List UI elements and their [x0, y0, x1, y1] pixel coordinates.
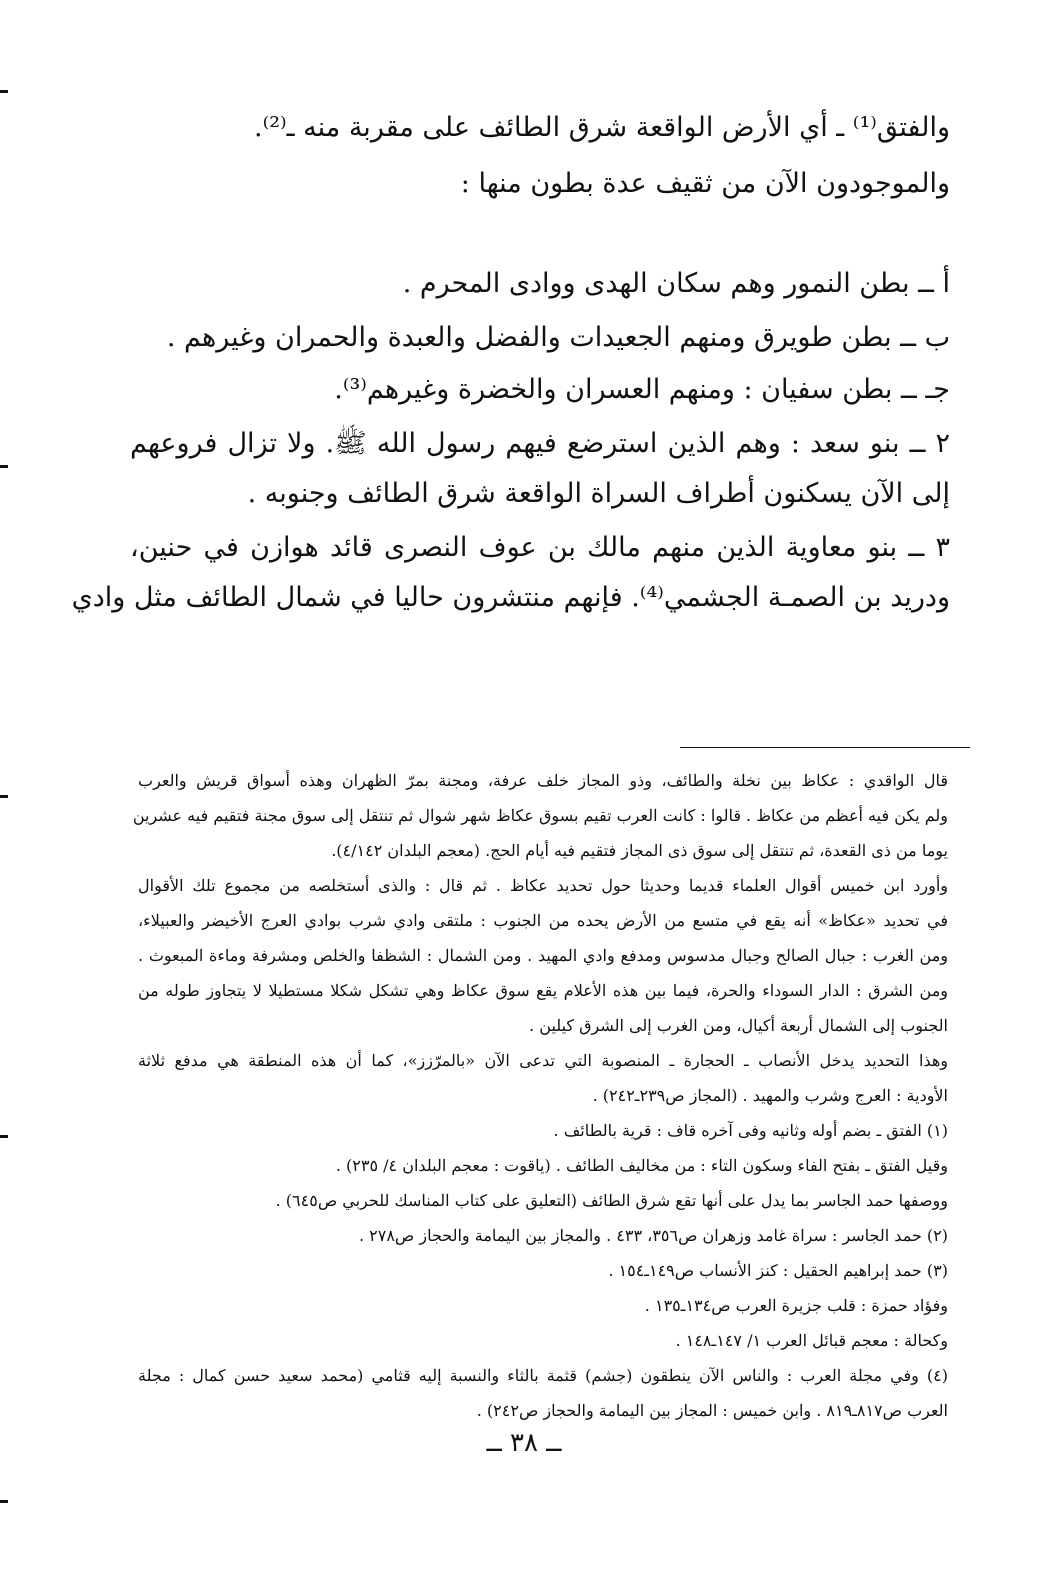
footnote-line: قال الواقدي : عكاظ بين نخلة والطائف، وذو المجاز خلف عرفة، ومجنة بمرّ الظهران وهذه أسواق قريش والعرب	[138, 771, 948, 790]
footnote-line: يوما من ذى القعدة، ثم تنتقل إلى سوق ذى المجاز فتقيم فيه أيام الحج. (معجم البلدان ٤/١٤٢).	[331, 841, 948, 860]
scan-edge-mark	[0, 90, 8, 93]
body-line: ٢ ــ بنو سعد : وهم الذين استرضع فيهم رسول الله ﷺ. ولا تزال فروعهم	[130, 428, 950, 459]
body-line: ودريد بن الصمـة الجشمي⁽⁴⁾. فإنهم منتشرون حاليا في شمال الطائف مثل وادي	[71, 582, 950, 613]
footnote-line: (٣) حمد إبراهيم الحقيل : كنز الأنساب ص١٤٩ـ١٥٤ .	[608, 1261, 948, 1280]
body-line: جـ ــ بطن سفيان : ومنهم العسران والخضرة وغيرهم⁽³⁾.	[334, 374, 950, 405]
footnote-line: ومن الغرب : جبال الصالح وجبال مدسوس ومدفع وادي المهيد . ومن الشمال : الشظفا والخلص ومشرفة وماءة المبعوث .	[138, 946, 948, 965]
footnote-line: الأودية : العرج وشرب والمهيد . (المجاز ص٢٣٩ـ٢٤٢) .	[592, 1086, 948, 1105]
footnote-line: وهذا التحديد يدخل الأنصاب ـ الحجارة ـ المنصوبة التي تدعى الآن «بالمرّزز»، كما أن هذه المنطقة هي مدفع ثلاثة	[138, 1051, 949, 1070]
footnote-line: وفؤاد حمزة : قلب جزيرة العرب ص١٣٤ـ١٣٥ .	[644, 1296, 948, 1315]
footnote-separator	[680, 747, 970, 748]
page-number: ــ ٣٨ ــ	[486, 1428, 562, 1458]
body-line: إلى الآن يسكنون أطراف السراة الواقعة شرق الطائف وجنوبه .	[247, 478, 950, 509]
scan-edge-mark	[0, 465, 8, 468]
footnote-line: ومن الشرق : الدار السوداء والحرة، فيما بين هذه الأعلام يقع سوق عكاظ وهي تشكل شكلا مستطيلا لا يتجاوز طوله من	[138, 981, 948, 1000]
scan-edge-mark	[0, 795, 8, 798]
body-line: والموجودون الآن من ثقيف عدة بطون منها :	[460, 168, 950, 199]
footnote-line: العرب ص٨١٧ـ٨١٩ . وابن خميس : المجاز بين اليمامة والحجاز ص٢٤٢) .	[476, 1401, 948, 1420]
scan-edge-mark	[0, 1135, 8, 1138]
body-line: ب ــ بطن طويرق ومنهم الجعيدات والفضل والعبدة والحمران وغيرهم .	[166, 322, 950, 353]
scan-edge-mark	[0, 1500, 8, 1503]
footnote-line: (٤) وفي مجلة العرب : والناس الآن ينطقون (جشم) قثمة بالثاء والنسبة إليه قثامي (محمد سعيد حسن كمال : مجلة	[138, 1366, 948, 1385]
body-line: أ ــ بطن النمور وهم سكان الهدى ووادى المحرم .	[402, 268, 950, 299]
body-line: ٣ ــ بنو معاوية الذين منهم مالك بن عوف النصرى قائد هوازن في حنين،	[130, 532, 950, 563]
footnote-line: ووصفها حمد الجاسر بما يدل على أنها تقع شرق الطائف (التعليق على كتاب المناسك للحربي ص٦٤٥) .	[275, 1191, 948, 1210]
footnote-line: وقيل الفتق ـ بفتح الفاء وسكون التاء : من مخاليف الطائف . (ياقوت : معجم البلدان ٤/ ٢٣٥) .	[335, 1156, 948, 1175]
body-line: والفتق⁽¹⁾ ـ أي الأرض الواقعة شرق الطائف على مقربة منه ـ⁽²⁾.	[253, 112, 950, 143]
footnote-line: في تحديد «عكاظ» أنه يقع في متسع من الأرض يحده من الجنوب : ملتقى وادي شرب بوادي العرج الأخيضر والعبيلاء،	[138, 911, 948, 930]
footnote-line: ولم يكن فيه أعظم من عكاظ . قالوا : كانت العرب تقيم بسوق عكاظ شهر شوال ثم تنتقل إلى سوق مجنة فتقيم فيه عشرين	[132, 806, 948, 825]
footnote-line: وأورد ابن خميس أقوال العلماء قديما وحديثا حول تحديد عكاظ . ثم قال : والذى أستخلصه من مجموع تلك الأقوال	[138, 876, 948, 895]
footnote-line: (٢) حمد الجاسر : سراة غامد وزهران ص٣٥٦، ٤٣٣ . والمجاز بين اليمامة والحجاز ص٢٧٨ .	[358, 1226, 948, 1245]
footnote-line: وكحالة : معجم قبائل العرب ١/ ١٤٧ـ١٤٨ .	[675, 1331, 948, 1350]
footnote-line: (١) الفتق ـ بضم أوله وثانيه وفى آخره قاف : قرية بالطائف .	[553, 1121, 948, 1140]
footnote-line: الجنوب إلى الشمال أربعة أكيال، ومن الغرب إلى الشرق كيلين .	[529, 1016, 948, 1035]
